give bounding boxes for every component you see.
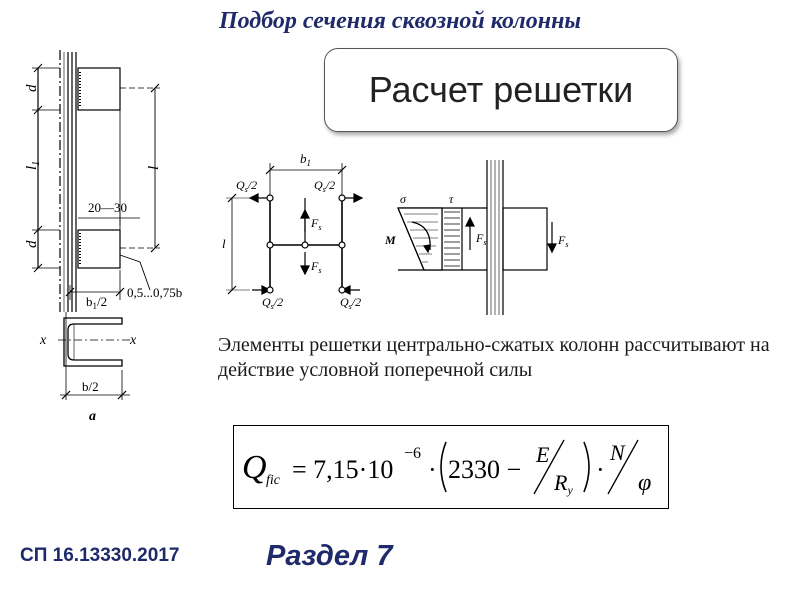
label-l1: $l_1$ [24, 160, 42, 170]
formula-dot: · [428, 455, 437, 484]
label-ratio: 0,5...0,75b [127, 285, 183, 300]
norm-reference: СП 16.13330.2017 [20, 545, 180, 566]
formula-q: Q [242, 449, 267, 486]
label-m: M [385, 233, 396, 247]
formula-paren-right [584, 442, 589, 492]
label-20-30: 20—30 [88, 200, 127, 215]
label-b1-half: $b_1/2$ [86, 294, 108, 311]
formula-exp: −6 [404, 445, 422, 462]
label-qs2-bottom-right: $Q_s/2$ [340, 295, 362, 311]
formula-paren-left [441, 442, 446, 492]
label-x-left: x [40, 333, 47, 348]
label-b1: $b_1$ [300, 151, 311, 168]
formula [234, 426, 668, 508]
label-b-half: b/2 [82, 379, 99, 394]
label-fs-left: $F_s$ [476, 231, 487, 247]
label-fs-down: $F_s$ [311, 259, 322, 275]
label-l-lattice: l [222, 236, 226, 251]
label-qs2-top-left: $Q_s/2$ [236, 178, 258, 194]
formula-q-sub: fic [266, 473, 280, 488]
formula-dot2: · [596, 455, 605, 484]
label-sigma: σ [400, 192, 406, 206]
label-tau: τ [449, 192, 454, 206]
slide-title: Подбор сечения сквозной колонны [218, 8, 582, 34]
label-fs-up: $F_s$ [311, 216, 322, 232]
formula-phi: φ [638, 470, 652, 496]
formula-const: 2330 − [448, 455, 522, 484]
label-d-bottom: d [24, 240, 40, 248]
callout-box: Расчет решетки [324, 48, 678, 132]
label-x-right: x [130, 333, 137, 348]
label-d-top: d [24, 84, 40, 92]
formula-box [233, 425, 669, 509]
section-label: Раздел 7 [266, 540, 393, 572]
formula-e: E [536, 442, 550, 467]
label-qs2-top-right: $Q_s/2$ [314, 178, 336, 194]
label-a: a [89, 409, 96, 424]
formula-ry: Ry [554, 470, 573, 497]
label-l: l [146, 165, 162, 170]
label-qs2-bottom-left: $Q_s/2$ [262, 295, 284, 311]
label-fs-right: $F_s$ [558, 233, 569, 249]
description-text: Элементы решетки центрально-сжатых колонн рассчитывают на действие условной поперечной силы [218, 334, 770, 381]
formula-n: N [610, 440, 625, 465]
formula-coef: = 7,15·10 [292, 455, 394, 484]
